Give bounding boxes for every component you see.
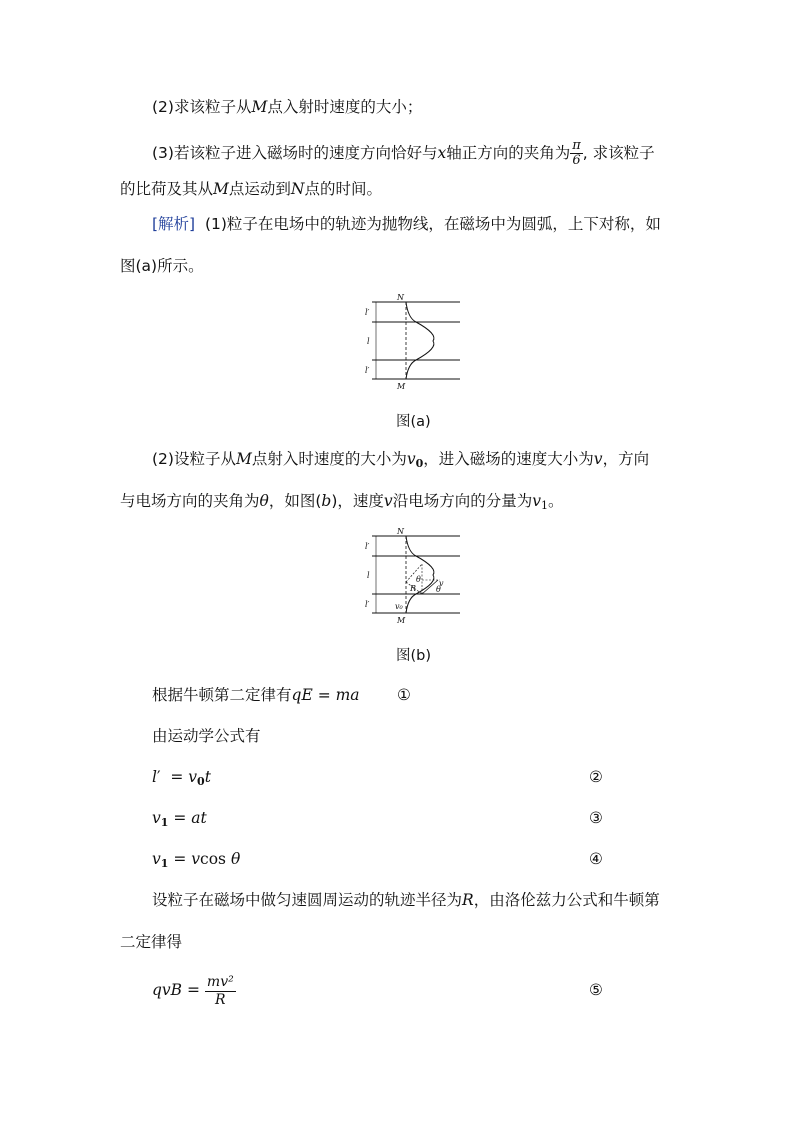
figure-b-label-theta-1: θ [416, 575, 421, 584]
equation-number-3: ③ [589, 809, 603, 827]
figure-b-label-N: N [397, 527, 404, 536]
figure-b-label-R: R [410, 584, 417, 593]
equation-number-1: ① [397, 686, 411, 704]
figure-a [360, 290, 470, 395]
equation-number-5: ⑤ [589, 981, 603, 999]
equation-2: $l' = v_0t$ [152, 768, 211, 788]
angle-fraction: $\frac{\pi}{6}$ [572, 138, 581, 168]
solution-p2-line-1: (2)设粒子从M点射入时速度的大小为$v_0$，进入磁场的速度大小为v，方向 [152, 450, 650, 470]
figure-b-label-v: v [439, 579, 444, 588]
figure-a-trajectory [406, 302, 434, 379]
solution-p3-line-1: 设粒子在磁场中做匀速圆周运动的轨迹半径为R，由洛伦兹力公式和牛顿第 [152, 891, 660, 909]
figure-b-label-theta-2: θ [436, 585, 441, 594]
figure-a-label-M: M [397, 382, 406, 391]
figure-a-caption: 图(a) [396, 414, 431, 430]
question-3-line-2: 的比荷及其从M点运动到N点的时间。 [120, 180, 382, 198]
solution-p3-line-2: 二定律得 [120, 933, 183, 951]
figure-b-caption: 图(b) [396, 648, 432, 664]
equation-number-2: ② [589, 768, 603, 786]
figure-a-label-l: l [367, 337, 370, 346]
figure-b-dimension-lines [373, 536, 379, 613]
newton-law-line: 根据牛顿第二定律有qE = ma [152, 686, 360, 704]
figure-a-label-N: N [397, 293, 404, 302]
figure-b-label-l: l [367, 571, 370, 580]
figure-a-label-lp-top: l′ [365, 308, 370, 317]
eq5-fraction: $\frac{\text{mv²}}{R}$ [206, 973, 234, 1008]
figure-b [360, 524, 470, 629]
figure-b-label-M: M [397, 616, 406, 625]
kinematics-intro: 由运动学公式有 [152, 727, 261, 745]
figure-a-dimension-lines [373, 302, 379, 379]
figure-b-label-lp-top: l′ [365, 542, 370, 551]
equation-number-4: ④ [589, 850, 603, 868]
equation-5: qvB = $\frac{\text{mv²}}{R}$ [152, 973, 234, 1008]
solution-tag: [解析] [152, 215, 196, 233]
solution-p1-line-2: 图(a)所示。 [120, 257, 204, 275]
figure-a-boundary-lines [372, 302, 460, 379]
solution-p2-line-2: 与电场方向的夹角为θ，如图(b)，速度v沿电场方向的分量为$v_1$。 [120, 492, 564, 512]
equation-4: $v_1 = vcos$ θ [152, 850, 241, 870]
figure-a-label-lp-bottom: l′ [365, 366, 370, 375]
solution-p1-line-1: [解析] (1)粒子在电场中的轨迹为抛物线，在磁场中为圆弧，上下对称，如 [152, 215, 661, 233]
question-2: (2)求该粒子从M点入射时速度的大小； [152, 98, 423, 116]
figure-b-label-v0: v₀ [395, 602, 403, 611]
figure-b-label-lp-bottom: l′ [365, 600, 370, 609]
equation-3: $v_1$ = at [152, 809, 207, 829]
question-3-line-1: (3)若该粒子进入磁场时的速度方向恰好与x轴正方向的夹角为 $\frac{\pi}{6}$ , 求该粒子 [152, 138, 655, 168]
